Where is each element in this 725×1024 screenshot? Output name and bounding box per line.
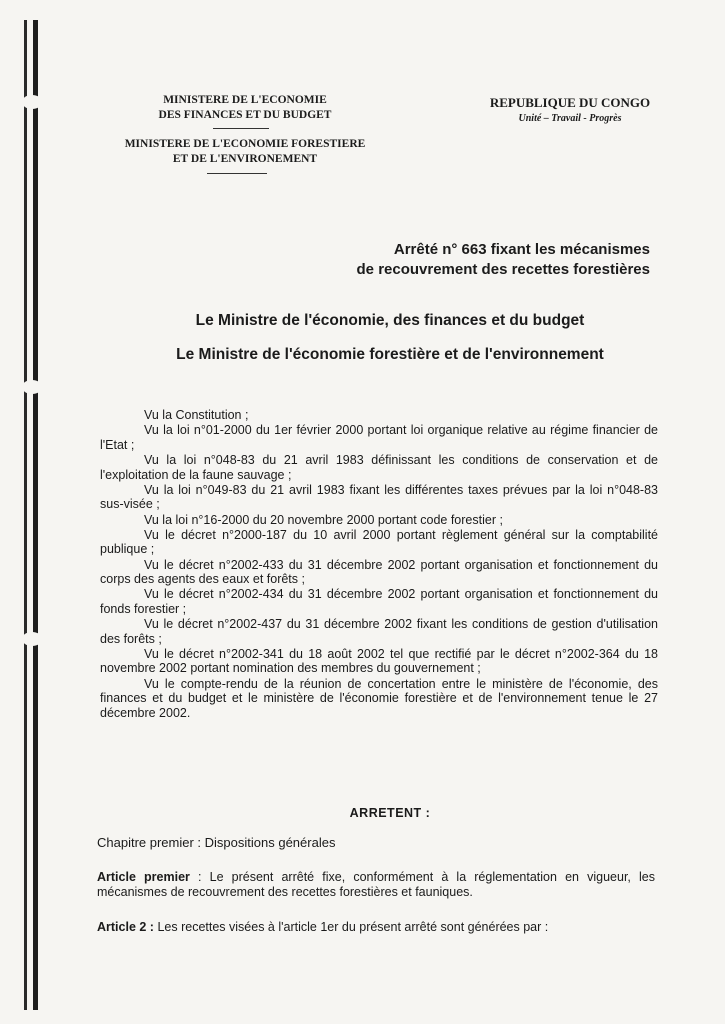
chapter-heading: Chapitre premier : Dispositions générales bbox=[97, 835, 336, 850]
arretent-heading: ARRETENT : bbox=[349, 806, 431, 820]
decree-title-line1: Arrêté n° 663 fixant les mécanismes bbox=[393, 241, 650, 258]
binding-line bbox=[24, 20, 27, 1010]
decree-title-line2: de recouvrement des recettes forestières bbox=[356, 261, 650, 278]
article-1-label: Article premier bbox=[97, 870, 190, 884]
header-separator bbox=[213, 128, 269, 129]
punch-hole bbox=[22, 632, 42, 646]
visa-item: Vu la loi n°01-2000 du 1er février 2000 portant loi organique relative au régime financier de l'Etat ; bbox=[100, 423, 658, 452]
decree-title bbox=[290, 240, 650, 280]
visa-item: Vu le décret n°2002-437 du 31 décembre 2002 fixant les conditions de gestion d'utilisation des forêts ; bbox=[100, 617, 658, 646]
minister-forestry: Le Ministre de l'économie forestière et de l'environnement bbox=[176, 346, 604, 363]
ministry-forest-line1: MINISTERE DE L'ECONOMIE FORESTIERE bbox=[124, 138, 366, 150]
visa-item: Vu la loi n°048-83 du 21 avril 1983 définissant les conditions de conservation et de l'exploitation de la faune sauvage ; bbox=[100, 452, 658, 482]
punch-hole bbox=[22, 95, 42, 109]
visa-item: Vu la Constitution ; bbox=[144, 408, 249, 422]
ministry-forest-header bbox=[100, 137, 390, 167]
national-motto: Unité – Travail - Progrès bbox=[518, 113, 622, 124]
article-2-label: Article 2 : bbox=[97, 920, 154, 934]
header-separator bbox=[207, 173, 267, 174]
visa-item: Vu la loi n°049-83 du 21 avril 1983 fixant les différentes taxes prévues par la loi n°048-83 sus-visée ; bbox=[100, 482, 658, 512]
binding-line bbox=[33, 20, 38, 1010]
ministry-finance-header bbox=[130, 93, 360, 123]
punch-hole bbox=[22, 380, 42, 394]
visa-item: Vu le compte-rendu de la réunion de concertation entre le ministère de l'économie, des finances et du budget et le ministère de l'économie forestière et de l'environnement tenue le 27 décembre 2002. bbox=[100, 676, 658, 720]
country-name: REPUBLIQUE DU CONGO bbox=[489, 95, 651, 110]
visa-item: Vu la loi n°16-2000 du 20 novembre 2000 portant code forestier ; bbox=[144, 512, 503, 527]
ministry-forest-line2: ET DE L'ENVIRONEMENT bbox=[172, 153, 318, 165]
ministry-finance-line2: DES FINANCES ET DU BUDGET bbox=[158, 109, 332, 121]
visas-list bbox=[100, 408, 658, 721]
article-2 bbox=[97, 920, 655, 935]
visa-item: Vu le décret n°2002-433 du 31 décembre 2002 portant organisation et fonctionnement du corps des agents des eaux et forêts ; bbox=[100, 557, 658, 587]
article-1-text: : Le présent arrêté fixe, conformément à la réglementation en vigueur, les mécanismes de recouvrement des recettes forestières et fauniques. bbox=[97, 870, 656, 899]
visa-item: Vu le décret n°2002-341 du 18 août 2002 tel que rectifié par le décret n°2002-364 du 18 novembre 2002 portant nomination des membres du gouvernement ; bbox=[100, 646, 658, 676]
binding-edge bbox=[20, 20, 44, 1010]
visa-item: Vu le décret n°2000-187 du 10 avril 2000 portant règlement général sur la comptabilité publique ; bbox=[100, 527, 658, 557]
ministry-finance-line1: MINISTERE DE L'ECONOMIE bbox=[163, 94, 327, 106]
visa-item: Vu le décret n°2002-434 du 31 décembre 2002 portant organisation et fonctionnement du fonds forestier ; bbox=[100, 587, 658, 616]
article-2-text: Les recettes visées à l'article 1er du présent arrêté sont générées par : bbox=[157, 920, 549, 934]
minister-finance: Le Ministre de l'économie, des finances et du budget bbox=[195, 312, 585, 329]
article-1 bbox=[97, 870, 655, 900]
